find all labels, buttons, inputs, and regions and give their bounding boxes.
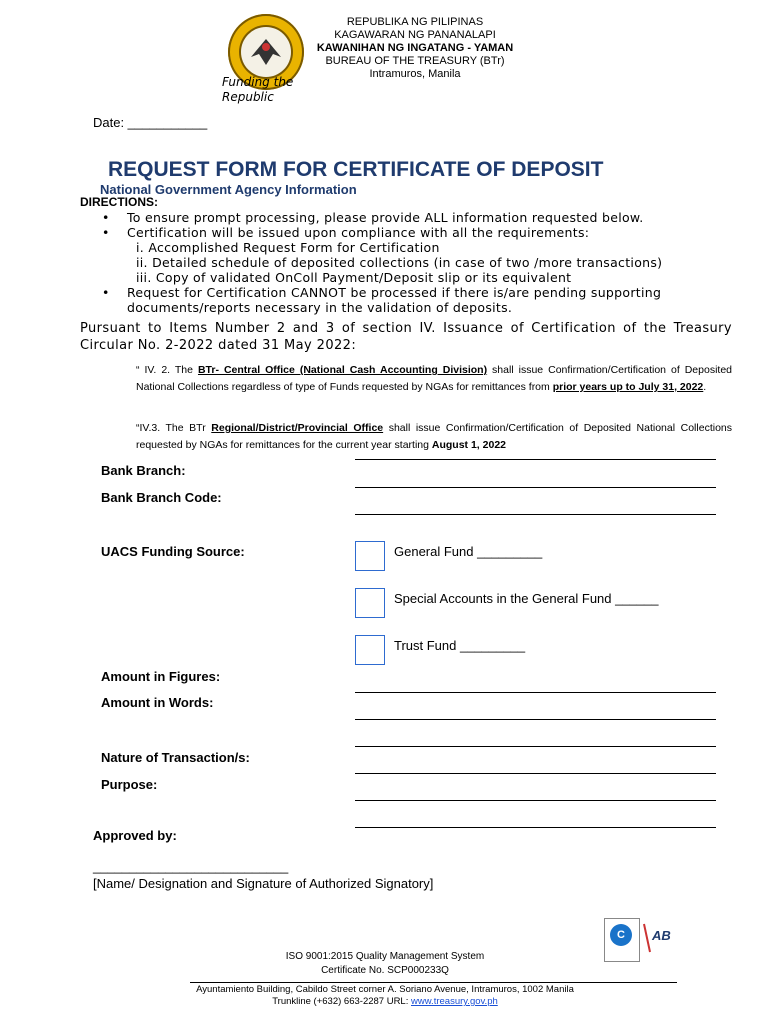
bullet-icon: • bbox=[102, 285, 110, 300]
uacs-funding-source-label: UACS Funding Source: bbox=[101, 544, 245, 559]
list-item bbox=[102, 285, 712, 315]
quote-text: . bbox=[703, 381, 707, 393]
iso-certification-logo-icon: C bbox=[604, 918, 640, 962]
quote-text: “IV.3. The BTr bbox=[136, 422, 212, 434]
agency-header bbox=[290, 16, 540, 81]
header-line-2: KAGAWARAN NG PANANALAPI bbox=[334, 29, 496, 41]
section-heading-clipped: National Government Agency Information bbox=[100, 182, 357, 197]
special-accounts-option: Special Accounts in the General Fund ______ bbox=[394, 591, 659, 606]
general-fund-checkbox[interactable] bbox=[355, 541, 385, 571]
footer-contact bbox=[130, 996, 640, 1008]
direction-text: To ensure prompt processing, please provide ALL information requested below. bbox=[127, 210, 644, 225]
circular-quote-2 bbox=[136, 420, 732, 451]
header-line-1: REPUBLIKA NG PILIPINAS bbox=[346, 16, 484, 28]
iso-line-1: ISO 9001:2015 Quality Management System bbox=[285, 951, 485, 962]
direction-text: Certification will be issued upon compliance with all the requirements: bbox=[127, 225, 590, 240]
quote-text: shall issue Confirmation/Certification of Deposited National Collections requested by NGAs for remittances for the current year starting bbox=[136, 422, 732, 451]
bank-branch-field[interactable] bbox=[355, 487, 716, 488]
quote-text: shall issue Confirmation/Certification of Deposited National Collections regardless of type of Funds requested by NGAs for remittances from bbox=[136, 364, 733, 393]
page-title: REQUEST FORM FOR CERTIFICATE OF DEPOSIT bbox=[108, 158, 604, 181]
trust-fund-option: Trust Fund _________ bbox=[394, 638, 526, 653]
amount-figures-label: Amount in Figures: bbox=[101, 669, 221, 684]
quote-office: BTr- Central Office (National Cash Accounting Division) bbox=[197, 364, 488, 376]
svg-text:AB: AB bbox=[652, 928, 671, 943]
amount-words-label: Amount in Words: bbox=[101, 695, 214, 710]
general-fund-option: General Fund _________ bbox=[394, 544, 543, 559]
directions-heading: DIRECTIONS: bbox=[80, 195, 158, 209]
special-accounts-checkbox[interactable] bbox=[355, 588, 385, 618]
header-line-4: BUREAU OF THE TREASURY (BTr) bbox=[325, 55, 505, 67]
jas-anz-accreditation-logo-icon bbox=[640, 918, 674, 958]
nature-of-transaction-field[interactable] bbox=[355, 773, 716, 774]
quote-text: “ IV. 2. The bbox=[136, 364, 198, 376]
bank-branch-code-label: Bank Branch Code: bbox=[101, 490, 222, 505]
footer-address: Ayuntamiento Building, Cabildo Street corner A. Soriano Avenue, Intramuros, 1002 Manila bbox=[196, 984, 574, 995]
footer-divider bbox=[190, 982, 677, 983]
amount-words-field-2[interactable] bbox=[355, 746, 716, 747]
date-field[interactable]: Date: ___________ bbox=[93, 115, 208, 130]
header-line-5: Intramuros, Manila bbox=[369, 68, 461, 80]
iso-info bbox=[260, 950, 510, 978]
circular-quote-1 bbox=[136, 362, 732, 396]
directions-list bbox=[102, 210, 712, 315]
footer-trunkline: Trunkline (+632) 663-2287 URL: bbox=[272, 996, 411, 1007]
treasury-website-link[interactable]: www.treasury.gov.ph bbox=[411, 996, 498, 1007]
bullet-icon: • bbox=[102, 210, 110, 225]
header-line-3: KAWANIHAN NG INGATANG - YAMAN bbox=[316, 42, 514, 54]
requirement-item: i. Accomplished Request Form for Certification bbox=[136, 240, 440, 255]
purpose-field-2[interactable] bbox=[355, 827, 716, 828]
amount-words-field[interactable] bbox=[355, 719, 716, 720]
list-item bbox=[102, 225, 712, 285]
footer bbox=[130, 984, 640, 1008]
seal-tagline: Funding the Republic bbox=[222, 75, 294, 104]
purpose-label: Purpose: bbox=[101, 777, 158, 792]
requirement-item: iii. Copy of validated OnColl Payment/Deposit slip or its equivalent bbox=[136, 270, 572, 285]
pursuant-paragraph: Pursuant to Items Number 2 and 3 of section IV. Issuance of Certification of the Treasury Circular No. 2-2022 dated 31 May 2022: bbox=[80, 321, 732, 353]
approved-by-label: Approved by: bbox=[93, 828, 177, 843]
top-field-line[interactable] bbox=[355, 459, 716, 460]
bank-branch-label: Bank Branch: bbox=[101, 463, 186, 478]
amount-figures-field[interactable] bbox=[355, 692, 716, 693]
bullet-icon: • bbox=[102, 225, 110, 240]
quote-office: Regional/District/Provincial Office bbox=[211, 422, 384, 434]
requirement-item: ii. Detailed schedule of deposited collections (in case of two /more transactions) bbox=[136, 255, 663, 270]
signatory-caption: [Name/ Designation and Signature of Authorized Signatory] bbox=[93, 876, 434, 891]
quote-date: August 1, 2022 bbox=[431, 439, 507, 451]
list-item bbox=[102, 210, 712, 225]
direction-text: Request for Certification CANNOT be processed if there is/are pending supporting documents/reports necessary in the validation of deposits. bbox=[127, 285, 662, 315]
quote-period: prior years up to July 31, 2022 bbox=[552, 381, 704, 393]
bank-branch-code-field[interactable] bbox=[355, 514, 716, 515]
nature-of-transaction-label: Nature of Transaction/s: bbox=[101, 750, 250, 765]
iso-certificate-number: Certificate No. SCP000233Q bbox=[321, 965, 449, 976]
purpose-field[interactable] bbox=[355, 800, 716, 801]
trust-fund-checkbox[interactable] bbox=[355, 635, 385, 665]
signature-line[interactable]: ___________________________ bbox=[93, 859, 289, 874]
